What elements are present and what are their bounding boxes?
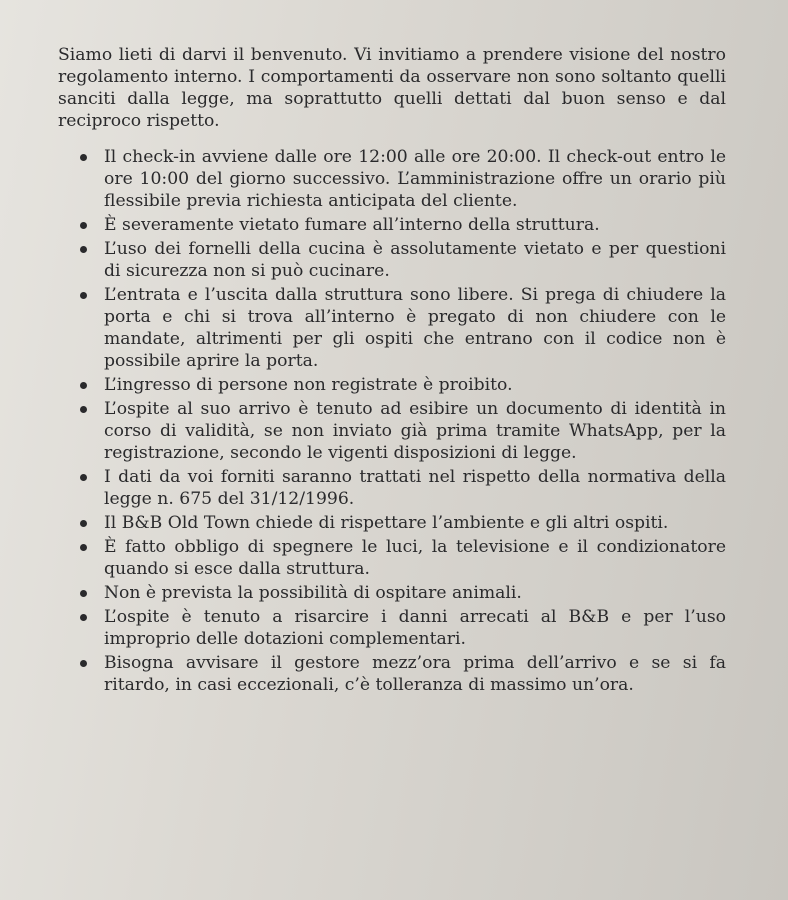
rule-item-animals xyxy=(58,582,726,604)
rule-text: L’ingresso di persone non registrate è proibito. xyxy=(104,375,513,395)
rule-text: L’ospite al suo arrivo è tenuto ad esibire un documento di identità in corso di validità, se non inviato già prima tramite WhatsApp, per la registrazione, secondo le vigenti disposizioni di legge. xyxy=(104,399,726,463)
rule-item-kitchen xyxy=(58,238,726,282)
intro-paragraph: Siamo lieti di darvi il benvenuto. Vi invitiamo a prendere visione del nostro regolamento interno. I comportamenti da osservare non sono soltanto quelli sanciti dalla legge, ma soprattutto quelli dettati dal buon senso e dal reciproco rispetto. xyxy=(58,45,726,131)
rule-text: Non è prevista la possibilità di ospitare animali. xyxy=(104,583,522,603)
rule-item-door xyxy=(58,284,726,372)
bullet-dot-icon xyxy=(80,222,87,229)
rule-text: I dati da voi forniti saranno trattati nel rispetto della normativa della legge n. 675 del 31/12/1996. xyxy=(104,467,726,509)
rule-item-respect xyxy=(58,512,726,534)
bullet-dot-icon xyxy=(80,614,87,621)
rule-item-privacy xyxy=(58,466,726,510)
rule-item-arrival-notice xyxy=(58,652,726,696)
rule-item-lights xyxy=(58,536,726,580)
bullet-dot-icon xyxy=(80,382,87,389)
bullet-dot-icon xyxy=(80,406,87,413)
bullet-dot-icon xyxy=(80,246,87,253)
rule-text: Il B&B Old Town chiede di rispettare l’ambiente e gli altri ospiti. xyxy=(104,513,669,533)
bullet-dot-icon xyxy=(80,520,87,527)
rule-text: L’entrata e l’uscita dalla struttura sono libere. Si prega di chiudere la porta e chi si trova all’interno è pregato di non chiudere con le mandate, altrimenti per gli ospiti che entrano con il codice non è possibile aprire la porta. xyxy=(104,285,726,371)
bullet-dot-icon xyxy=(80,660,87,667)
rule-item-smoking xyxy=(58,214,726,236)
rule-text: È severamente vietato fumare all’interno della struttura. xyxy=(104,215,600,235)
rule-item-damages xyxy=(58,606,726,650)
rule-text: Il check-in avviene dalle ore 12:00 alle ore 20:00. Il check-out entro le ore 10:00 del giorno successivo. L’amministrazione offre un orario più flessibile previa richiesta anticipata del cliente. xyxy=(104,147,726,211)
bullet-dot-icon xyxy=(80,474,87,481)
rule-item-checkin xyxy=(58,146,726,212)
rule-text: È fatto obbligo di spegnere le luci, la televisione e il condizionatore quando si esce dalla struttura. xyxy=(104,537,726,579)
rule-item-guests xyxy=(58,374,726,396)
bullet-dot-icon xyxy=(80,590,87,597)
bullet-dot-icon xyxy=(80,154,87,161)
rules-list xyxy=(58,146,726,696)
rule-text: L’uso dei fornelli della cucina è assolutamente vietato e per questioni di sicurezza non si può cucinare. xyxy=(104,239,726,281)
bullet-dot-icon xyxy=(80,544,87,551)
rule-item-id-document xyxy=(58,398,726,464)
bullet-dot-icon xyxy=(80,292,87,299)
rule-text: L’ospite è tenuto a risarcire i danni arrecati al B&B e per l’uso improprio delle dotazioni complementari. xyxy=(104,607,726,649)
rule-text: Bisogna avvisare il gestore mezz’ora prima dell’arrivo e se si fa ritardo, in casi eccezionali, c’è tolleranza di massimo un’ora. xyxy=(104,653,726,695)
